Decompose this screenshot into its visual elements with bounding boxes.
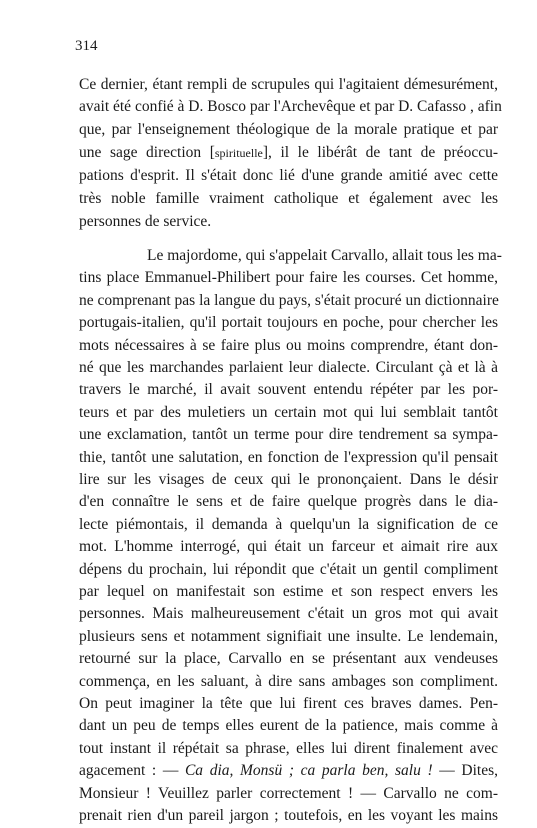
text-line: par lequel on manifestait son estime et son respect envers les — [79, 583, 498, 600]
text-line: très noble famille vraiment catholique et également avec les — [79, 190, 498, 207]
text-span: une sage direction [ — [79, 144, 215, 161]
page-number: 314 — [75, 38, 98, 54]
text-line: plusieurs sens et notamment signifiait une insulte. Le lendemain, — [79, 627, 498, 645]
text-line: personnes de service. — [79, 213, 212, 230]
text-span: ], il le libérât de tant de préoccu- — [262, 144, 498, 161]
text-line: portugais-italien, qu'il portait toujours en poche, pour chercher les — [79, 314, 498, 332]
text-line: teurs et par des muletiers un certain mot qui lui semblait tantôt — [79, 403, 498, 421]
text-span: — Dites, — [432, 762, 498, 780]
text-span: agacement : — — [79, 762, 185, 780]
text-line: commença, en les saluant, à dire sans ambages son compliment. — [79, 672, 498, 690]
text-line: une exclamation, tantôt un terme pour dire tendrement sa sympa- — [79, 426, 498, 444]
text-line: ne comprenant pas la langue du pays, s'était procuré un dictionnaire — [79, 291, 499, 309]
text-line: d'en connaître le sens et de faire quelque progrès dans le dia- — [79, 493, 498, 511]
small-caps-word: spirituelle — [214, 146, 263, 160]
text-line: On peut imaginer la tête que lui firent ces braves dames. Pen- — [79, 695, 498, 712]
text-line: Ce dernier, étant rempli de scrupules qui l'agitaient démesurément, — [79, 76, 498, 93]
text-line: lecte piémontais, il demanda à quelqu'un la signification de ce — [79, 515, 498, 533]
text-line-italic-quote — [79, 762, 498, 780]
text-line: retourné sur la place, Carvallo en se présentant aux vendeuses — [79, 650, 498, 668]
text-line: pations d'esprit. Il s'était donc lié d'une grande amitié avec cette — [79, 167, 498, 184]
text-line: que, par l'enseignement théologique de la morale pratique et par — [79, 121, 498, 138]
text-line: mots nécessaires à se faire plus ou moins comprendre, étant don- — [79, 336, 498, 354]
text-line: dant un peu de temps elles eurent de la patience, mais comme à — [79, 717, 498, 735]
text-line: tins place Emmanuel-Philibert pour faire les courses. Cet homme, — [79, 269, 498, 287]
text-line — [79, 144, 498, 162]
text-line: avait été confié à D. Bosco par l'Archevêque et par D. Cafasso , afin — [79, 98, 502, 115]
italic-quote: Ca dia, Monsü ; ca parla ben, salu ! — [184, 762, 433, 780]
text-line: Le majordome, qui s'appelait Carvallo, allait tous les ma- — [147, 247, 502, 264]
text-line: thie, tantôt une salutation, en fonction de l'expression qu'il pensait — [79, 448, 498, 466]
text-line: né que les marchandes parlaient leur dialecte. Circulant çà et là à — [79, 359, 498, 376]
text-line: prenait rien d'un pareil jargon ; toutefois, en les voyant les mains — [79, 807, 498, 824]
text-line: personnes. Mais malheureusement c'était un gros mot qui avait — [79, 605, 498, 623]
text-line: lire sur les visages de ceux qui le prononçaient. Dans le désir — [79, 471, 498, 488]
text-line: dépens du prochain, lui répondit que c'était un gentil compliment — [79, 560, 498, 578]
text-line: tout instant il répétait sa phrase, elles lui dirent finalement avec — [79, 739, 498, 757]
text-line: Monsieur ! Veuillez parler correctement ! — Carvallo ne com- — [79, 784, 498, 802]
text-line: mot. L'homme interrogé, qui était un farceur et aimait rire aux — [79, 538, 498, 556]
text-line: travers le marché, il avait souvent entendu répéter par les por- — [79, 381, 498, 399]
